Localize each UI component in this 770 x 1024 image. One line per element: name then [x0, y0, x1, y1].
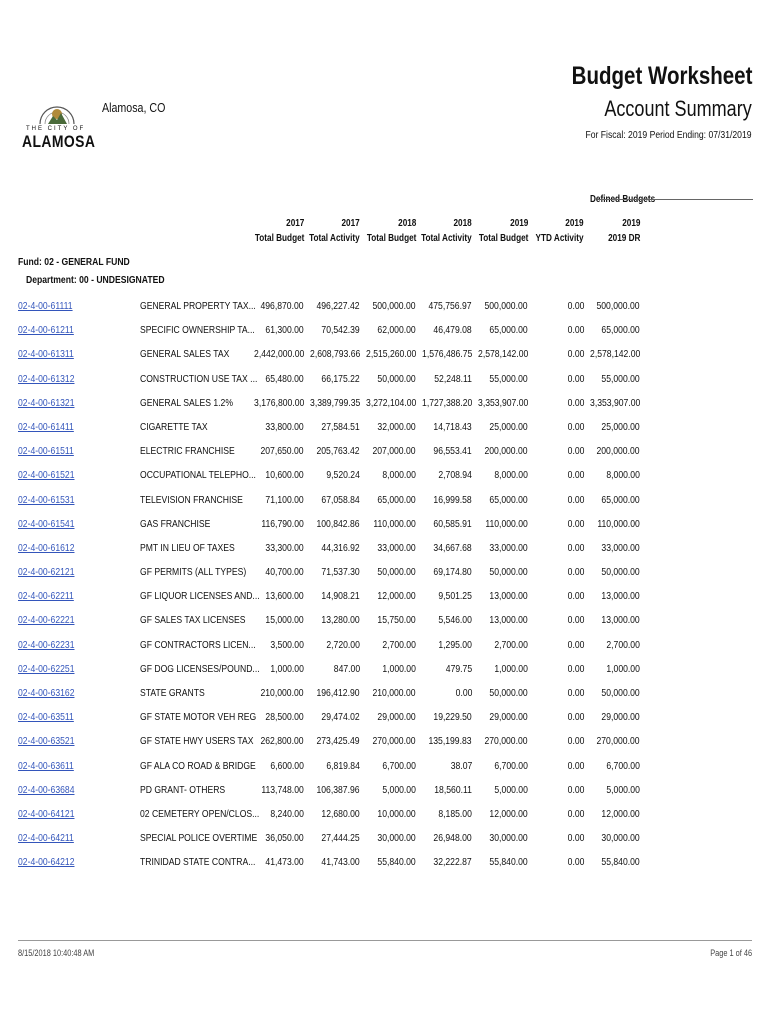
account-description: GF LIQUOR LICENSES AND... [140, 590, 260, 603]
cell-2018-budget: 2,515,260.00 [365, 348, 416, 361]
cell-2017-budget: 41,473.00 [265, 856, 304, 869]
account-description: GF CONTRACTORS LICEN... [140, 638, 256, 651]
cell-2019-ytd: 0.00 [567, 783, 584, 796]
cell-2019-ytd: 0.00 [567, 566, 584, 579]
cell-2017-activity: 196,412.90 [316, 687, 360, 699]
cell-2019-ytd: 0.00 [567, 469, 584, 482]
cell-2017-budget: 113,748.00 [261, 783, 304, 796]
cell-2019-dr: 2,578,142.00 [589, 348, 640, 361]
account-number-link[interactable]: 02-4-00-61111 [18, 300, 73, 312]
cell-2017-budget: 8,240.00 [270, 807, 304, 820]
account-description: 02 CEMETERY OPEN/CLOS... [140, 807, 260, 820]
table-row [0, 780, 770, 804]
cell-2019-ytd: 0.00 [567, 324, 584, 337]
cell-2018-budget: 8,000.00 [382, 469, 416, 482]
cell-2019-dr: 12,000.00 [601, 807, 640, 820]
table-row [0, 562, 770, 586]
cell-2017-budget: 6,600.00 [270, 759, 304, 772]
cell-2019-ytd: 0.00 [567, 735, 584, 748]
cell-2019-dr: 50,000.00 [601, 566, 640, 579]
col-header-2019-budget: 2019 Total Budget [478, 218, 528, 244]
cell-2017-activity: 29,474.02 [321, 711, 360, 724]
cell-2019-ytd: 0.00 [567, 687, 584, 699]
defined-budgets-label: Defined Budgets [590, 194, 656, 205]
cell-2017-activity: 44,316.92 [321, 541, 360, 554]
account-number-link[interactable]: 02-4-00-62121 [18, 566, 75, 579]
table-row [0, 296, 770, 320]
table-row [0, 514, 770, 538]
cell-2017-activity: 14,908.21 [321, 590, 360, 603]
cell-2018-activity: 32,222.87 [433, 856, 472, 869]
cell-2019-dr: 30,000.00 [601, 832, 640, 845]
cell-2017-budget: 28,500.00 [265, 711, 304, 724]
cell-2018-activity: 16,999.58 [433, 493, 472, 506]
cell-2018-budget: 33,000.00 [377, 541, 416, 554]
cell-2019-dr: 1,000.00 [606, 662, 640, 675]
account-description: CONSTRUCTION USE TAX ... [140, 372, 258, 385]
cell-2019-ytd: 0.00 [567, 832, 584, 845]
table-row [0, 756, 770, 780]
cell-2019-ytd: 0.00 [567, 396, 584, 409]
cell-2017-budget: 36,050.00 [265, 832, 304, 845]
cell-2019-ytd: 0.00 [567, 638, 584, 651]
cell-2019-dr: 6,700.00 [606, 759, 640, 772]
table-row [0, 852, 770, 876]
account-description: TRINIDAD STATE CONTRA... [140, 856, 256, 869]
cell-2017-activity: 9,520.24 [326, 469, 360, 482]
col-header-2019-dr: 2019 2019 DR [607, 218, 640, 244]
account-number-link[interactable]: 02-4-00-62221 [18, 614, 75, 627]
cell-2018-budget: 50,000.00 [377, 566, 416, 579]
cell-2018-activity: 5,546.00 [438, 614, 472, 627]
cell-2018-activity: 1,576,486.75 [421, 348, 472, 361]
table-row [0, 441, 770, 465]
defined-budgets-divider [598, 199, 753, 200]
cell-2019-budget: 65,000.00 [489, 324, 528, 337]
cell-2017-activity: 67,058.84 [321, 493, 360, 506]
cell-2018-budget: 210,000.00 [372, 687, 416, 699]
cell-2019-budget: 1,000.00 [494, 662, 528, 675]
cell-2018-activity: 2,708.94 [438, 469, 472, 482]
account-number-link[interactable]: 02-4-00-61511 [18, 445, 74, 458]
cell-2018-activity: 135,199.83 [428, 735, 472, 748]
cell-2018-budget: 110,000.00 [373, 517, 416, 530]
cell-2018-budget: 207,000.00 [372, 445, 416, 458]
table-row [0, 344, 770, 368]
cell-2018-budget: 62,000.00 [377, 324, 416, 337]
cell-2019-budget: 500,000.00 [484, 300, 528, 312]
account-description: SPECIFIC OWNERSHIP TA... [140, 324, 255, 337]
cell-2018-activity: 96,553.41 [433, 445, 472, 458]
fund-heading: Fund: 02 - GENERAL FUND [18, 256, 130, 268]
cell-2019-budget: 5,000.00 [494, 783, 528, 796]
cell-2019-ytd: 0.00 [567, 662, 584, 675]
cell-2019-dr: 200,000.00 [596, 445, 640, 458]
cell-2017-activity: 71,537.30 [321, 566, 360, 579]
cell-2018-activity: 26,948.00 [433, 832, 472, 845]
table-row [0, 635, 770, 659]
cell-2018-budget: 50,000.00 [377, 372, 416, 385]
cell-2019-dr: 13,000.00 [601, 590, 640, 603]
cell-2017-budget: 210,000.00 [260, 687, 304, 699]
report-subtitle: Account Summary [604, 96, 752, 121]
account-number-link[interactable]: 02-4-00-61321 [18, 396, 75, 409]
cell-2017-activity: 100,842.86 [316, 517, 360, 530]
account-description: GF STATE MOTOR VEH REG [140, 711, 257, 724]
cell-2018-activity: 479.75 [445, 662, 472, 675]
cell-2018-activity: 0.00 [455, 687, 472, 699]
cell-2017-budget: 1,000.00 [270, 662, 304, 675]
cell-2019-budget: 13,000.00 [489, 614, 528, 627]
account-number-link[interactable]: 02-4-00-63511 [18, 711, 74, 724]
cell-2017-budget: 15,000.00 [265, 614, 304, 627]
cell-2019-dr: 13,000.00 [601, 614, 640, 627]
cell-2018-budget: 30,000.00 [377, 832, 416, 845]
account-number-link[interactable]: 02-4-00-64211 [18, 832, 74, 845]
account-table [0, 296, 770, 877]
logo-big-text: ALAMOSA [22, 132, 96, 151]
table-row [0, 320, 770, 344]
cell-2018-budget: 12,000.00 [377, 590, 416, 603]
cell-2019-dr: 110,000.00 [597, 517, 640, 530]
cell-2017-budget: 207,650.00 [260, 445, 304, 458]
cell-2017-activity: 496,227.42 [316, 300, 360, 312]
cell-2019-dr: 5,000.00 [606, 783, 640, 796]
account-description: GF DOG LICENSES/POUND... [140, 662, 260, 675]
account-description: SPECIAL POLICE OVERTIME [140, 832, 258, 845]
footer-timestamp: 8/15/2018 10:40:48 AM [18, 948, 95, 958]
account-number-link[interactable]: 02-4-00-64121 [18, 807, 75, 820]
cell-2018-budget: 5,000.00 [382, 783, 416, 796]
cell-2019-ytd: 0.00 [567, 541, 584, 554]
account-description: GF STATE HWY USERS TAX [140, 735, 254, 748]
cell-2018-budget: 65,000.00 [377, 493, 416, 506]
table-row [0, 417, 770, 441]
cell-2019-budget: 12,000.00 [489, 807, 528, 820]
cell-2017-budget: 3,500.00 [270, 638, 304, 651]
cell-2018-activity: 69,174.80 [433, 566, 472, 579]
department-heading: Department: 00 - UNDESIGNATED [26, 274, 165, 286]
footer-divider [18, 940, 752, 941]
cell-2018-activity: 19,229.50 [433, 711, 472, 724]
cell-2019-dr: 270,000.00 [596, 735, 640, 748]
cell-2019-budget: 50,000.00 [489, 687, 528, 699]
cell-2019-budget: 65,000.00 [489, 493, 528, 506]
cell-2018-budget: 29,000.00 [377, 711, 416, 724]
cell-2019-budget: 2,700.00 [494, 638, 528, 651]
cell-2018-budget: 1,000.00 [382, 662, 416, 675]
account-number-link[interactable]: 02-4-00-63521 [18, 735, 75, 748]
cell-2018-activity: 1,295.00 [438, 638, 472, 651]
city-logo [18, 96, 98, 156]
cell-2018-activity: 38.07 [450, 759, 472, 772]
account-number-link[interactable]: 02-4-00-61211 [18, 324, 74, 337]
cell-2017-activity: 106,387.96 [316, 783, 360, 796]
cell-2019-dr: 8,000.00 [606, 469, 640, 482]
cell-2017-budget: 116,790.00 [261, 517, 304, 530]
table-row [0, 465, 770, 489]
table-row [0, 393, 770, 417]
cell-2019-budget: 8,000.00 [494, 469, 528, 482]
cell-2018-activity: 60,585.91 [433, 517, 472, 530]
cell-2019-budget: 110,000.00 [485, 517, 528, 530]
cell-2019-ytd: 0.00 [567, 493, 584, 506]
account-description: GENERAL SALES 1.2% [140, 396, 234, 409]
cell-2019-budget: 55,840.00 [489, 856, 528, 869]
table-row [0, 610, 770, 634]
cell-2017-budget: 33,800.00 [265, 420, 304, 433]
cell-2019-dr: 33,000.00 [601, 541, 640, 554]
account-number-link[interactable]: 02-4-00-63162 [18, 687, 75, 699]
cell-2019-budget: 25,000.00 [489, 420, 528, 433]
fiscal-period: For Fiscal: 2019 Period Ending: 07/31/2019 [585, 129, 752, 141]
table-row [0, 659, 770, 683]
account-number-link[interactable]: 02-4-00-61521 [18, 469, 75, 482]
cell-2019-budget: 13,000.00 [489, 590, 528, 603]
cell-2019-ytd: 0.00 [567, 517, 584, 530]
cell-2018-budget: 55,840.00 [377, 856, 416, 869]
account-number-link[interactable]: 02-4-00-61411 [18, 420, 74, 433]
table-row [0, 731, 770, 755]
cell-2019-budget: 50,000.00 [489, 566, 528, 579]
cell-2019-ytd: 0.00 [567, 372, 584, 385]
cell-2019-ytd: 0.00 [567, 590, 584, 603]
cell-2017-budget: 3,176,800.00 [253, 396, 304, 409]
cell-2019-dr: 55,000.00 [601, 372, 640, 385]
cell-2017-budget: 13,600.00 [265, 590, 304, 603]
cell-2018-activity: 46,479.08 [433, 324, 472, 337]
account-number-link[interactable]: 02-4-00-62251 [18, 662, 75, 675]
cell-2019-ytd: 0.00 [567, 420, 584, 433]
cell-2019-dr: 65,000.00 [601, 493, 640, 506]
account-description: GENERAL SALES TAX [140, 348, 230, 361]
cell-2017-activity: 41,743.00 [321, 856, 360, 869]
cell-2017-activity: 13,280.00 [321, 614, 360, 627]
cell-2018-budget: 2,700.00 [382, 638, 416, 651]
col-header-2018-budget: 2018 Total Budget [366, 218, 416, 244]
account-number-link[interactable]: 02-4-00-62211 [18, 590, 74, 603]
cell-2018-activity: 18,560.11 [434, 783, 472, 796]
cell-2018-budget: 6,700.00 [382, 759, 416, 772]
cell-2017-activity: 27,584.51 [321, 420, 360, 433]
col-header-2017-budget: 2017 Total Budget [254, 218, 304, 244]
cell-2019-budget: 3,353,907.00 [477, 396, 528, 409]
cell-2017-activity: 6,819.84 [326, 759, 360, 772]
cell-2017-budget: 496,870.00 [260, 300, 304, 312]
account-number-link[interactable]: 02-4-00-61612 [18, 541, 75, 554]
cell-2017-budget: 61,300.00 [265, 324, 304, 337]
account-number-link[interactable]: 02-4-00-61311 [18, 348, 74, 361]
account-description: GF PERMITS (ALL TYPES) [140, 566, 247, 579]
col-header-2019-ytd: 2019 YTD Activity [536, 218, 584, 244]
cell-2019-dr: 3,353,907.00 [589, 396, 640, 409]
cell-2019-ytd: 0.00 [567, 759, 584, 772]
cell-2018-budget: 500,000.00 [372, 300, 416, 312]
cell-2017-budget: 65,480.00 [265, 372, 304, 385]
cell-2017-activity: 27,444.25 [321, 832, 360, 845]
cell-2019-budget: 55,000.00 [489, 372, 528, 385]
account-description: GF SALES TAX LICENSES [140, 614, 246, 627]
cell-2017-activity: 12,680.00 [321, 807, 360, 820]
cell-2018-activity: 8,185.00 [438, 807, 472, 820]
cell-2019-ytd: 0.00 [567, 711, 584, 724]
cell-2019-dr: 65,000.00 [601, 324, 640, 337]
cell-2019-ytd: 0.00 [567, 348, 584, 361]
cell-2017-budget: 262,800.00 [260, 735, 304, 748]
cell-2018-activity: 34,667.68 [433, 541, 472, 554]
cell-2017-budget: 2,442,000.00 [253, 348, 304, 361]
cell-2019-ytd: 0.00 [567, 445, 584, 458]
table-row [0, 804, 770, 828]
city-name: Alamosa, CO [102, 100, 166, 115]
cell-2019-dr: 55,840.00 [601, 856, 640, 869]
cell-2018-budget: 3,272,104.00 [365, 396, 416, 409]
cell-2019-dr: 2,700.00 [606, 638, 640, 651]
cell-2017-activity: 3,389,799.35 [309, 396, 360, 409]
cell-2019-dr: 29,000.00 [601, 711, 640, 724]
cell-2019-dr: 25,000.00 [601, 420, 640, 433]
cell-2018-activity: 1,727,388.20 [421, 396, 472, 409]
cell-2017-budget: 33,300.00 [265, 541, 304, 554]
cell-2019-dr: 50,000.00 [601, 687, 640, 699]
cell-2019-budget: 2,578,142.00 [477, 348, 528, 361]
cell-2017-activity: 70,542.39 [321, 324, 360, 337]
logo-small-text: THE CITY OF [26, 126, 86, 132]
account-number-link[interactable]: 02-4-00-63684 [18, 783, 75, 796]
cell-2017-activity: 2,608,793.66 [309, 348, 360, 361]
account-number-link[interactable]: 02-4-00-62231 [18, 638, 75, 651]
cell-2019-ytd: 0.00 [567, 614, 584, 627]
city-seal-icon [36, 96, 78, 126]
cell-2019-dr: 500,000.00 [596, 300, 640, 312]
account-description: GF ALA CO ROAD & BRIDGE [140, 759, 256, 772]
cell-2018-budget: 15,750.00 [377, 614, 416, 627]
cell-2018-activity: 14,718.43 [433, 420, 472, 433]
cell-2019-budget: 6,700.00 [494, 759, 528, 772]
account-description: ELECTRIC FRANCHISE [140, 445, 235, 458]
cell-2018-activity: 475,756.97 [428, 300, 472, 312]
cell-2017-activity: 847.00 [333, 662, 360, 675]
account-number-link[interactable]: 02-4-00-61541 [18, 517, 75, 530]
account-description: PMT IN LIEU OF TAXES [140, 541, 235, 554]
cell-2018-budget: 10,000.00 [377, 807, 416, 820]
cell-2019-budget: 30,000.00 [489, 832, 528, 845]
col-header-2017-activity: 2017 Total Activity [309, 218, 360, 244]
account-number-link[interactable]: 02-4-00-61312 [18, 372, 75, 385]
cell-2019-ytd: 0.00 [567, 300, 584, 312]
table-row [0, 828, 770, 852]
cell-2019-budget: 200,000.00 [484, 445, 528, 458]
account-description: OCCUPATIONAL TELEPHO... [140, 469, 256, 482]
table-row [0, 683, 770, 707]
report-title: Budget Worksheet [571, 62, 752, 90]
cell-2017-activity: 205,763.42 [316, 445, 360, 458]
table-row [0, 707, 770, 731]
cell-2019-budget: 29,000.00 [489, 711, 528, 724]
account-description: STATE GRANTS [140, 687, 205, 699]
col-header-2018-activity: 2018 Total Activity [421, 218, 472, 244]
cell-2018-budget: 270,000.00 [372, 735, 416, 748]
cell-2018-activity: 52,248.11 [434, 372, 472, 385]
cell-2019-budget: 270,000.00 [484, 735, 528, 748]
table-row [0, 538, 770, 562]
cell-2018-budget: 32,000.00 [377, 420, 416, 433]
table-row [0, 369, 770, 393]
account-number-link[interactable]: 02-4-00-61531 [18, 493, 75, 506]
account-number-link[interactable]: 02-4-00-63611 [18, 759, 74, 772]
footer-page-number: Page 1 of 46 [710, 948, 752, 958]
cell-2019-ytd: 0.00 [567, 807, 584, 820]
account-description: TELEVISION FRANCHISE [140, 493, 243, 506]
cell-2017-budget: 10,600.00 [265, 469, 304, 482]
cell-2017-activity: 2,720.00 [326, 638, 360, 651]
cell-2017-budget: 40,700.00 [265, 566, 304, 579]
cell-2019-budget: 33,000.00 [489, 541, 528, 554]
cell-2017-budget: 71,100.00 [265, 493, 304, 506]
cell-2017-activity: 66,175.22 [321, 372, 360, 385]
table-row [0, 490, 770, 514]
account-description: PD GRANT- OTHERS [140, 783, 226, 796]
account-number-link[interactable]: 02-4-00-64212 [18, 856, 75, 869]
account-description: GENERAL PROPERTY TAX... [140, 300, 256, 312]
account-description: GAS FRANCHISE [140, 517, 211, 530]
account-description: CIGARETTE TAX [140, 420, 208, 433]
table-row [0, 586, 770, 610]
cell-2019-ytd: 0.00 [567, 856, 584, 869]
cell-2018-activity: 9,501.25 [438, 590, 472, 603]
cell-2017-activity: 273,425.49 [316, 735, 360, 748]
